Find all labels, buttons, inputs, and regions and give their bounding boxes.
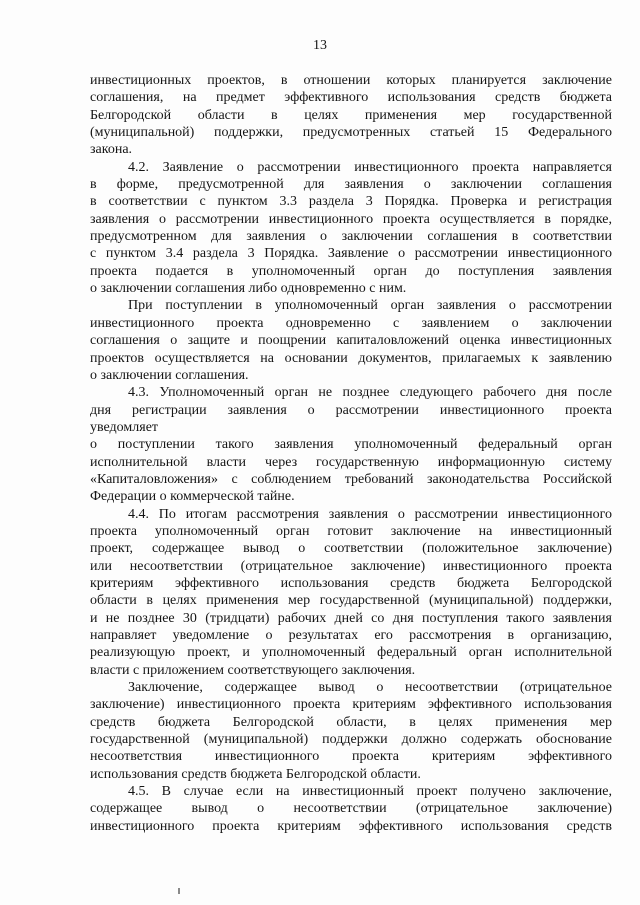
- text-line: 4.4. По итогам рассмотрения заявления о рассмотрении инвестиционного: [128, 506, 612, 522]
- text-line: инвестиционных проектов, в отношении которых планируется заключение: [90, 73, 612, 88]
- text-line: содержащее вывод о несоответствии (отрицательное заключение): [90, 801, 612, 817]
- text-line: инвестиционного проекта критериям эффективного использования средств: [90, 818, 612, 834]
- text-line: о поступлении такого заявления уполномоченный федеральный орган: [90, 437, 612, 453]
- text-line: соглашения о защите и поощрении капиталовложений оценка инвестиционных: [90, 333, 612, 349]
- text-line: 4.2. Заявление о рассмотрении инвестиционного проекта направляется: [128, 159, 612, 175]
- text-line: дня регистрации заявления о рассмотрении инвестиционного проекта: [90, 402, 612, 418]
- text-line: Федерации о коммерческой тайне.: [90, 489, 295, 505]
- text-line: направляет уведомление о результатах его рассмотрения в организацию,: [90, 628, 612, 643]
- text-line: государственной (муниципальной) поддержки должно содержать обоснование: [90, 732, 612, 748]
- page-number: 13: [313, 38, 327, 53]
- text-line: использования средств бюджета Белгородской области.: [90, 766, 421, 782]
- text-line: власти с приложением соответствующего заключения.: [90, 662, 416, 678]
- text-line: несоответствия инвестиционного проекта критериям эффективного: [90, 749, 612, 765]
- text-line: в соответствии с пунктом 3.3 раздела 3 Порядка. Проверка и регистрация: [90, 194, 612, 210]
- text-line: в форме, предусмотренной для заявления о заключении соглашения: [90, 177, 612, 193]
- text-line: реализующую проект, и уполномоченный федеральный орган исполнительной: [90, 645, 612, 661]
- text-line: или несоответствии (отрицательное заключение) инвестиционного проекта: [90, 558, 612, 574]
- text-line: заключение) инвестиционного проекта критериям эффективного использования: [90, 697, 612, 713]
- text-line: области в целях применения мер государственной (муниципальной) поддержки,: [90, 593, 612, 609]
- text-line: о заключении соглашения либо одновременно с ним.: [90, 281, 407, 297]
- text-line: проекта уполномоченный орган готовит заключение на инвестиционный: [90, 523, 612, 539]
- text-line: 4.5. В случае если на инвестиционный проект получено заключение,: [128, 784, 612, 800]
- text-line: предусмотренном для заявления о заключении соглашения в соответствии: [90, 229, 612, 245]
- text-line: Заключение, содержащее вывод о несоответствии (отрицательное: [128, 680, 612, 696]
- text-line: 4.3. Уполномоченный орган не позднее следующего рабочего дня после: [128, 385, 612, 401]
- text-line: исполнительной власти через государственную информационную систему: [90, 454, 612, 470]
- text-line: закона.: [90, 142, 133, 158]
- text-line: и не позднее 30 (тридцати) рабочих дней со дня поступления такого заявления: [90, 610, 612, 626]
- text-line: инвестиционного проекта одновременно с заявлением о заключении: [90, 315, 612, 331]
- text-line: «Капиталовложения» с соблюдением требований законодательства Российской: [90, 471, 612, 487]
- text-line: соглашения, на предмет эффективного использования средств бюджета: [90, 90, 612, 106]
- scan-artifact-mark: [178, 888, 180, 894]
- text-line: с пунктом 3.4 раздела 3 Порядка. Заявление о рассмотрении инвестиционного: [90, 246, 612, 262]
- text-line: При поступлении в уполномоченный орган заявления о рассмотрении: [128, 298, 612, 314]
- text-line: Белгородской области в целях применения мер государственной: [90, 107, 612, 123]
- text-line: (муниципальной) поддержки, предусмотренных статьей 15 Федерального: [90, 125, 612, 141]
- text-line: средств бюджета Белгородской области, в целях применения мер: [90, 714, 612, 730]
- text-line: о заключении соглашения.: [90, 367, 249, 383]
- text-line: проект, содержащее вывод о соответствии (положительное заключение): [90, 541, 612, 557]
- text-line: проекта подается в уполномоченный орган до поступления заявления: [90, 263, 612, 279]
- text-line: критериям эффективного использования средств бюджета Белгородской: [90, 575, 612, 591]
- text-line: заявления о рассмотрении инвестиционного проекта осуществляется в порядке,: [90, 211, 612, 227]
- text-line: проектов осуществляется на основании документов, прилагаемых к заявлению: [90, 350, 612, 366]
- body-text: [90, 72, 612, 835]
- text-line: уведомляет: [90, 419, 159, 435]
